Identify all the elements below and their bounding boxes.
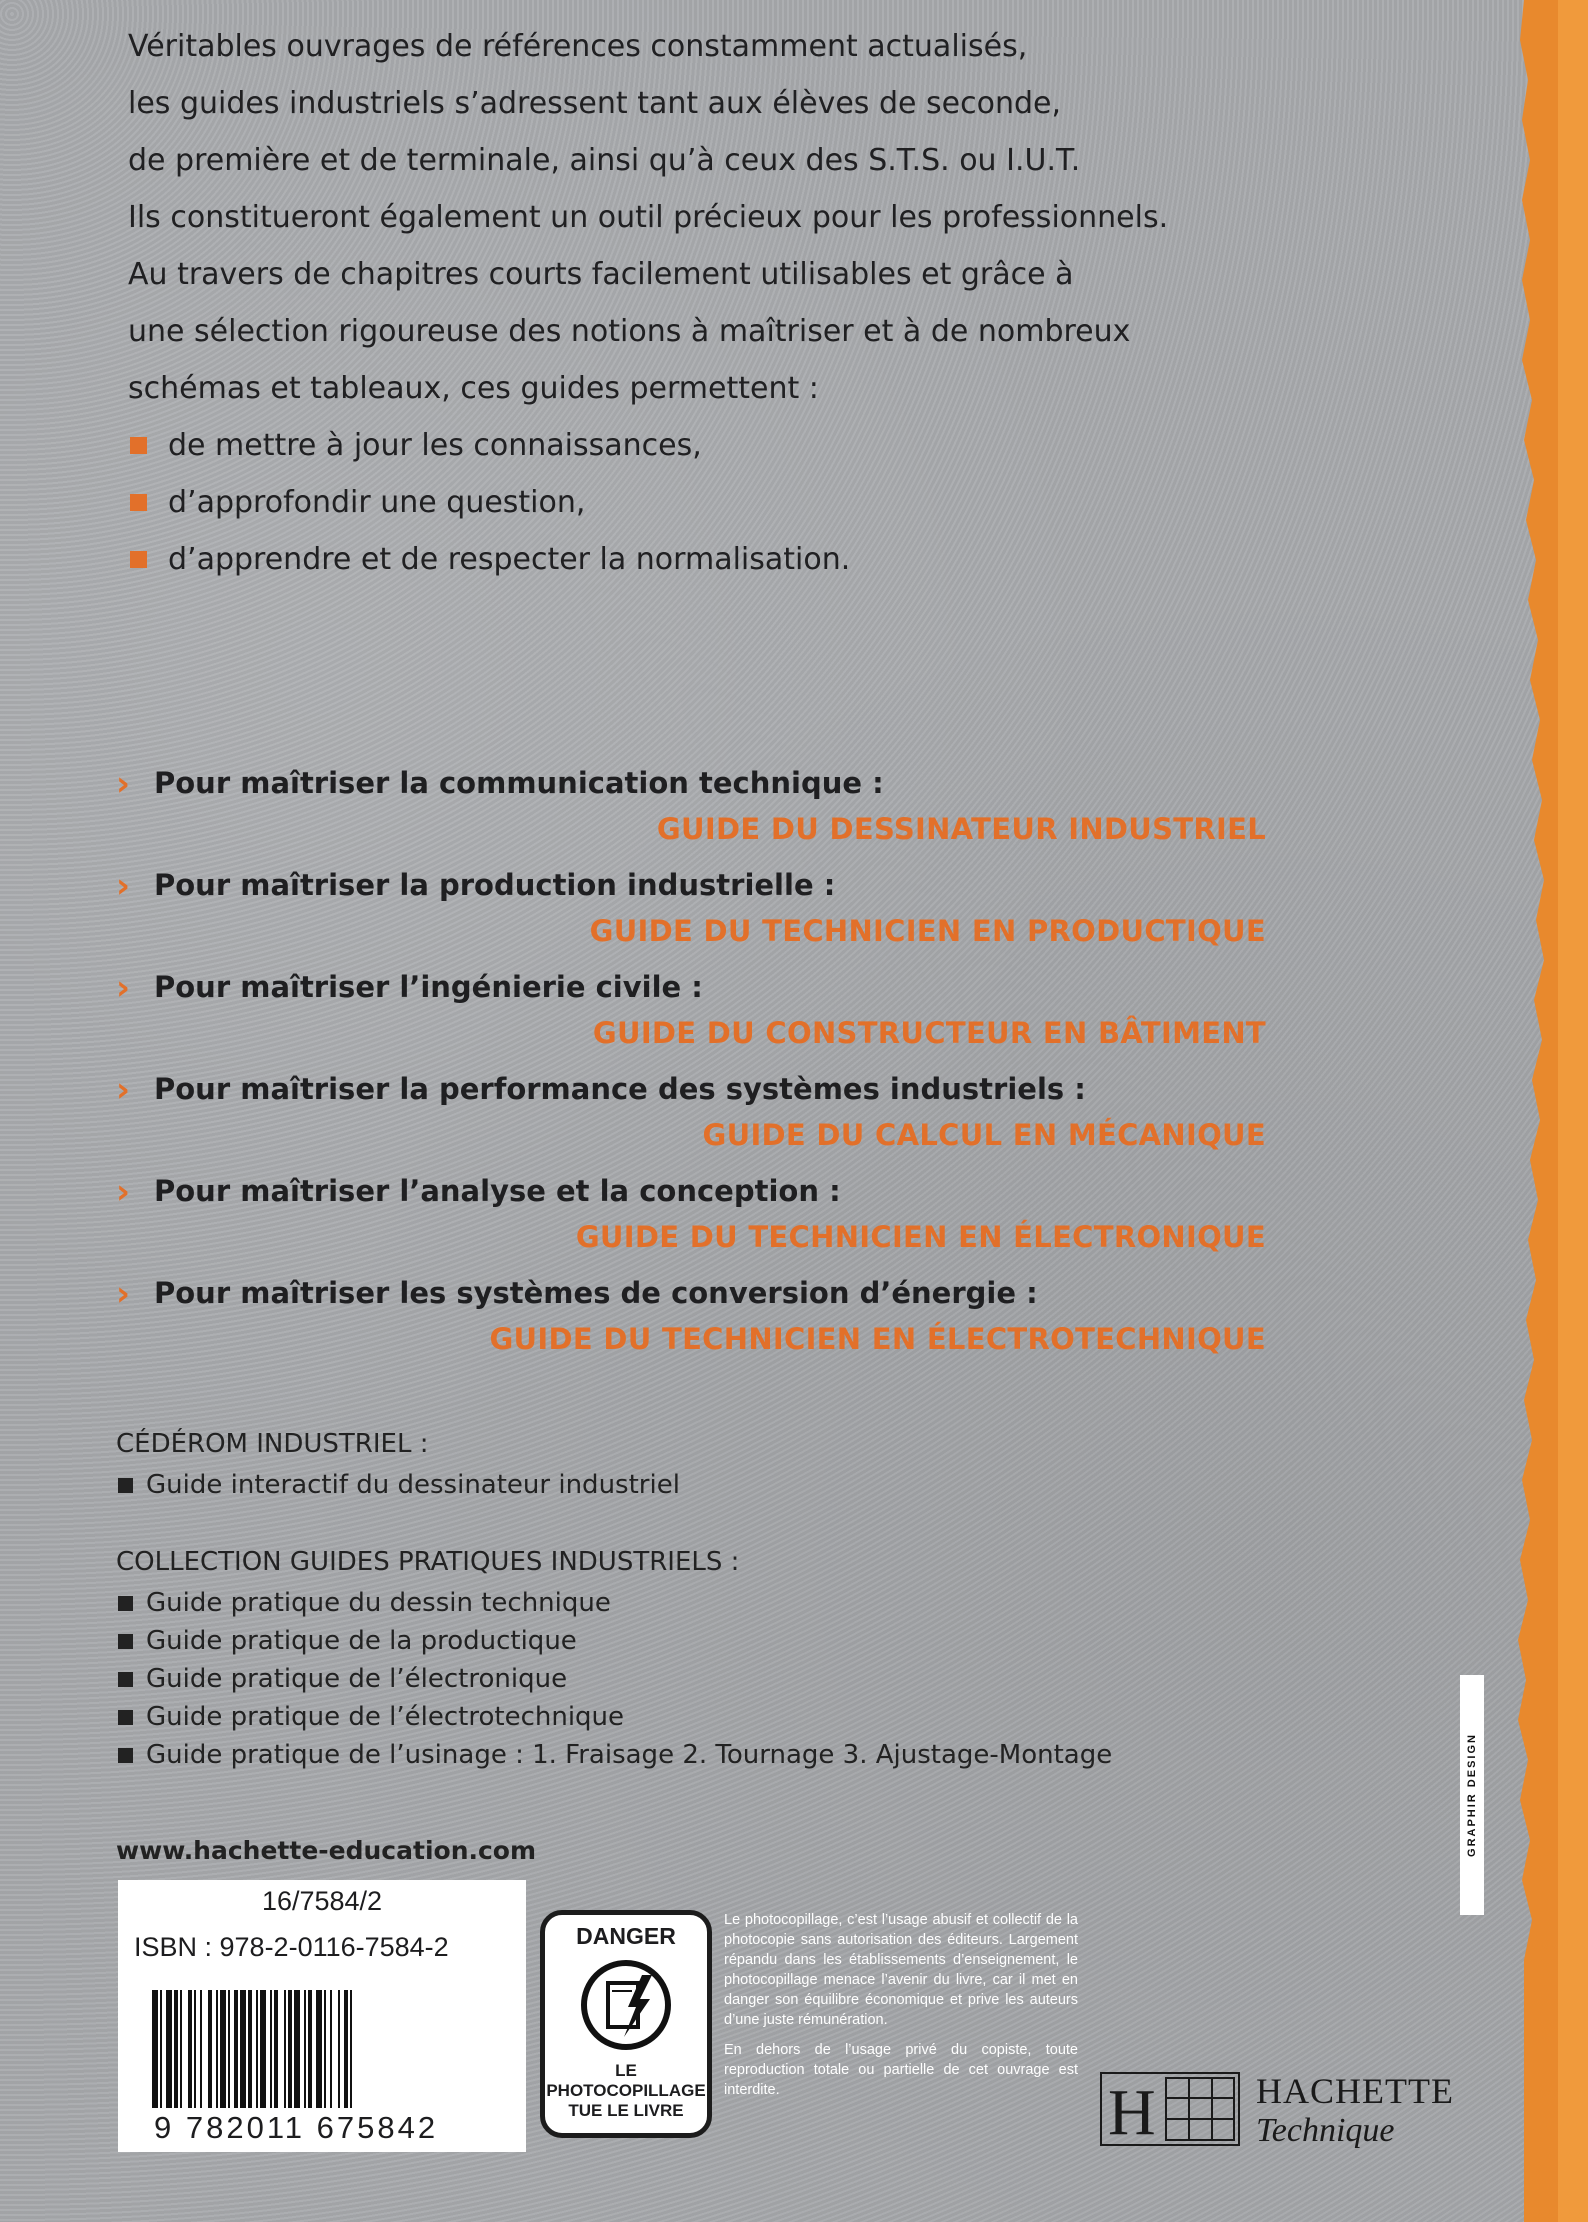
design-credit-text: GRAPHIR DESIGN (1466, 1733, 1478, 1857)
barcode-bar (160, 1990, 162, 2108)
bullet-item: de mettre à jour les connaissances, (128, 417, 1388, 474)
intro-line: de première et de terminale, ainsi qu’à ceux des S.T.S. ou I.U.T. (128, 143, 1081, 178)
isbn-box (118, 1880, 526, 2152)
chevron-right-icon: › (116, 866, 131, 906)
bullet-item: d’apprendre et de respecter la normalisation. (128, 531, 1388, 588)
chevron-right-icon: › (116, 764, 131, 804)
guide-lead: Pour maîtriser l’ingénierie civile : (154, 970, 703, 1004)
danger-title: DANGER (576, 1923, 676, 1949)
notice-paragraph: Le photocopillage, c’est l’usage abusif et collectif de la photocopie sans autorisation des éditeurs. Largement répandu dans les établissements d’enseignement, le photocopillage menace l’avenir du livre, car il met en danger son équilibre économique et prive les auteurs d’une juste rémunération. (724, 1912, 1078, 2028)
guides-list (116, 762, 1266, 1374)
guide-title: GUIDE DU DESSINATEUR INDUSTRIEL (656, 812, 1266, 846)
list-item: Guide pratique de l’électronique (116, 1660, 1112, 1698)
collection-section (116, 1544, 1112, 1774)
intro-bullets (128, 417, 1388, 588)
barcode-bar (338, 1990, 340, 2108)
guide-entry (116, 864, 1266, 966)
barcode-bar (174, 1990, 178, 2108)
notice-paragraph: En dehors de l’usage privé du copiste, toute reproduction totale ou partielle de cet ouvrage est interdite. (724, 2042, 1078, 2098)
publisher-subtitle: Technique (1256, 2112, 1395, 2149)
orange-spine (1488, 0, 1588, 2222)
barcode-bar (194, 1990, 196, 2108)
cederom-heading: CÉDÉROM INDUSTRIEL : (116, 1429, 429, 1459)
product-reference: 16/7584/2 (261, 1886, 383, 1916)
barcode-bar (188, 1990, 192, 2108)
barcode-bar (308, 1990, 312, 2108)
guide-lead: Pour maîtriser les systèmes de conversion d’énergie : (154, 1276, 1038, 1310)
barcode-bar (284, 1990, 286, 2108)
chevron-right-icon: › (116, 1172, 131, 1212)
cederom-list (116, 1466, 680, 1504)
guide-lead: Pour maîtriser la performance des systèmes industriels : (154, 1072, 1086, 1106)
list-item: Guide pratique du dessin technique (116, 1584, 1112, 1622)
website-url: www.hachette-education.com (116, 1836, 537, 1865)
guide-title: GUIDE DU CONSTRUCTEUR EN BÂTIMENT (592, 1016, 1266, 1050)
barcode-bar (220, 1990, 226, 2108)
barcode-bar (256, 1990, 258, 2108)
no-photocopy-icon (578, 1957, 674, 2053)
danger-badge (540, 1910, 712, 2138)
barcode-bar (274, 1990, 278, 2108)
isbn-number: ISBN : 978-2-0116-7584-2 (134, 1932, 449, 1962)
barcode-bar (200, 1990, 202, 2108)
guide-title: GUIDE DU TECHNICIEN EN PRODUCTIQUE (589, 914, 1266, 948)
intro-line: Ils constitueront également un outil précieux pour les professionnels. (128, 200, 1169, 235)
barcode-bar (152, 1990, 158, 2108)
guide-entry (116, 1272, 1266, 1374)
barcode-bar (228, 1990, 230, 2108)
barcode-bar (208, 1990, 212, 2108)
guide-lead: Pour maîtriser la production industrielle : (154, 868, 836, 902)
barcode-digits: 9 782011 675842 (154, 2110, 439, 2145)
guide-lead: Pour maîtriser l’analyse et la conception : (154, 1174, 841, 1208)
chevron-right-icon: › (116, 968, 131, 1008)
guide-lead: Pour maîtriser la communication technique : (154, 766, 884, 800)
intro-line: Au travers de chapitres courts facilement utilisables et grâce à (128, 257, 1074, 292)
barcode-bar (180, 1990, 182, 2108)
guide-entry (116, 1068, 1266, 1170)
guide-entry (116, 762, 1266, 864)
guide-title: GUIDE DU TECHNICIEN EN ÉLECTRONIQUE (575, 1220, 1266, 1254)
danger-text-line: LE (615, 2061, 637, 2080)
list-item: Guide pratique de l’électrotechnique (116, 1698, 1112, 1736)
list-item: Guide interactif du dessinateur industriel (116, 1466, 680, 1504)
intro-line: les guides industriels s’adressent tant aux élèves de seconde, (128, 86, 1061, 121)
photocopy-notice (724, 1910, 1078, 2110)
barcode-bar (166, 1990, 172, 2108)
list-item: Guide pratique de l’usinage : 1. Fraisage 2. Tournage 3. Ajustage-Montage (116, 1736, 1112, 1774)
barcode-bar (294, 1990, 300, 2108)
guide-entry (116, 966, 1266, 1068)
barcode (148, 1990, 498, 2108)
barcode-bar (216, 1990, 218, 2108)
danger-text-line: TUE LE LIVRE (568, 2101, 684, 2120)
barcode-bar (248, 1990, 252, 2108)
intro-line: schémas et tableaux, ces guides permettent : (128, 371, 819, 406)
svg-text:H: H (1108, 2076, 1156, 2146)
publisher-name: HACHETTE (1256, 2071, 1454, 2111)
barcode-bar (304, 1990, 306, 2108)
barcode-bar (288, 1990, 292, 2108)
hachette-logo-icon (1100, 2072, 1240, 2146)
bullet-item: d’approfondir une question, (128, 474, 1388, 531)
guide-entry (116, 1170, 1266, 1272)
collection-list (116, 1584, 1112, 1774)
chevron-right-icon: › (116, 1070, 131, 1110)
danger-text-line: PHOTOCOPILLAGE (546, 2081, 706, 2100)
design-credit (1460, 1675, 1484, 1915)
intro-text (128, 18, 1388, 588)
collection-heading: COLLECTION GUIDES PRATIQUES INDUSTRIELS : (116, 1547, 740, 1577)
chevron-right-icon: › (116, 1274, 131, 1314)
barcode-bar (316, 1990, 322, 2108)
list-item: Guide pratique de la productique (116, 1622, 1112, 1660)
cederom-section (116, 1426, 680, 1504)
barcode-bar (324, 1990, 326, 2108)
barcode-bar (344, 1990, 348, 2108)
barcode-bar (260, 1990, 266, 2108)
barcode-bar (270, 1990, 272, 2108)
danger-text (545, 2061, 707, 2121)
guide-title: GUIDE DU TECHNICIEN EN ÉLECTROTECHNIQUE (489, 1322, 1266, 1356)
barcode-bar (330, 1990, 332, 2108)
intro-line: Véritables ouvrages de références constamment actualisés, (128, 29, 1028, 64)
barcode-bar (350, 1990, 352, 2108)
barcode-bar (240, 1990, 246, 2108)
guide-title: GUIDE DU CALCUL EN MÉCANIQUE (702, 1118, 1266, 1152)
intro-line: une sélection rigoureuse des notions à maîtriser et à de nombreux (128, 314, 1131, 349)
barcode-bar (234, 1990, 238, 2108)
